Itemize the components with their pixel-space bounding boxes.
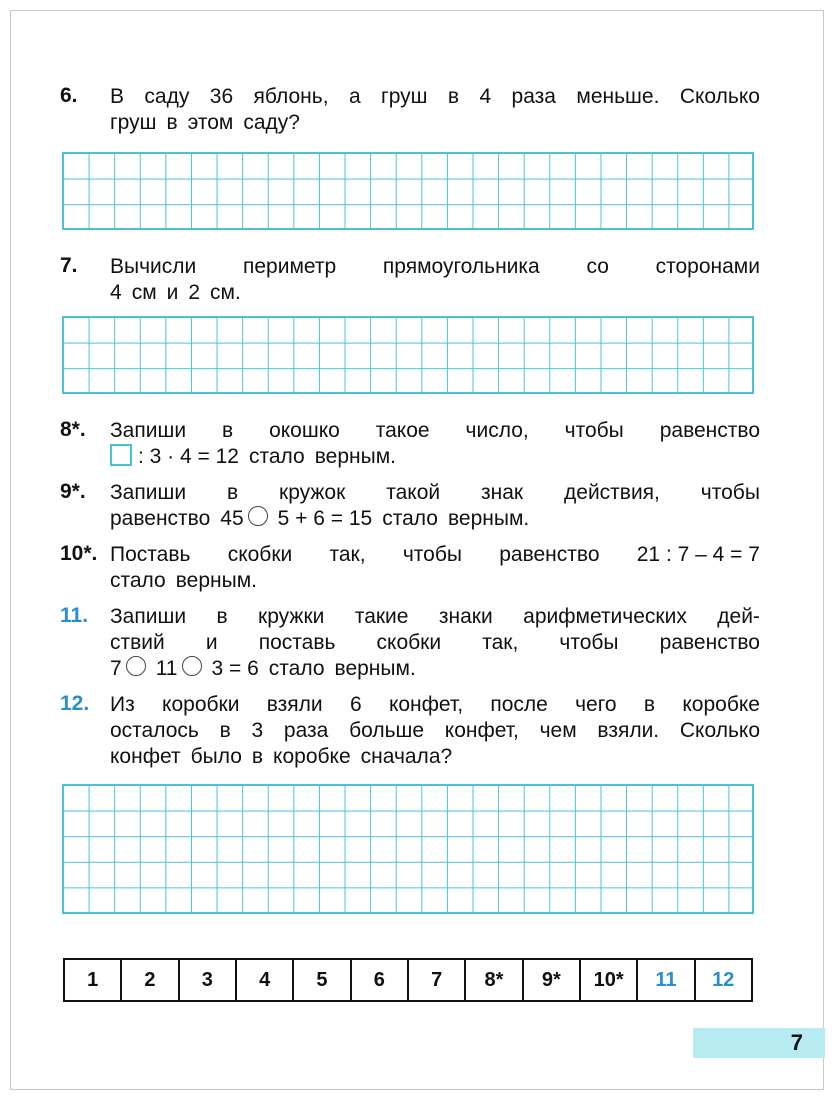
task-number: 12. [60,692,90,715]
word: равенство [659,631,760,654]
equation: 3 = 6 [211,657,259,680]
word: Запиши [110,481,187,504]
word: равенство [499,543,600,566]
word: в [221,419,234,442]
score-cell-9[interactable]: 9* [524,960,581,1000]
word: и [166,281,179,304]
word: 2 [188,281,201,304]
equation: 21 : 7 – 4 = 7 [636,543,760,566]
word: чего [575,693,617,716]
task-text-line [110,84,760,110]
word: верным. [175,569,257,592]
word: арифметических [523,605,687,628]
word: конфет [110,745,181,768]
word: чтобы [700,481,760,504]
word: меньше. [576,85,660,108]
word: груш [381,85,428,108]
word: чтобы [559,631,619,654]
word: а [348,85,361,108]
word: яблонь, [253,85,329,108]
word: скобки [227,543,293,566]
word: саду? [243,111,300,134]
word: так, [329,543,366,566]
operation-circle[interactable] [182,656,202,676]
task-number: 11. [60,604,89,627]
answer-window-box[interactable] [110,444,132,466]
word: кружки [258,605,325,628]
task-number: 7. [60,254,78,277]
word: Сколько [679,719,760,742]
word: см [131,281,157,304]
task-number: 10*. [60,542,98,565]
score-cell-12[interactable]: 12 [712,968,735,991]
word: такое [375,419,430,442]
word: чтобы [564,419,624,442]
word: больше [349,719,425,742]
word: осталось [110,719,199,742]
word: Запиши [110,605,187,628]
word: периметр [242,255,337,278]
word: так, [482,631,519,654]
word: 36 [209,85,234,108]
word: в [251,745,264,768]
word: в [226,481,239,504]
answer-grid-12[interactable] [62,784,754,914]
task-number: 9*. [60,480,86,503]
word: верным. [447,507,530,530]
word: равенство [659,419,760,442]
word: 3 [251,719,264,742]
score-cell-1[interactable]: 1 [65,960,122,1000]
word: коробке [682,693,760,716]
word: Вычисли [110,255,197,278]
operand: 7 [110,657,122,680]
word: чем [539,719,577,742]
word: ствий [110,631,165,654]
word: раза [511,85,556,108]
word: и [205,631,218,654]
word: см. [210,281,241,304]
word: коробке [273,745,351,768]
word: число, [465,419,529,442]
word: раза [283,719,329,742]
word: сначала? [360,745,453,768]
word: Запиши [110,419,187,442]
word: в [166,111,178,134]
word: дей- [717,605,760,628]
task-text-line [110,718,760,744]
word: коробки [162,693,240,716]
task-text-line [110,480,760,506]
word: саду [144,85,190,108]
page-number: 7 [790,1030,803,1055]
score-cell-6[interactable]: 6 [352,960,409,1000]
task-text-line [110,744,760,770]
word: груш [110,111,157,134]
word: Поставь [110,543,191,566]
score-cell-5[interactable]: 5 [294,960,351,1000]
word: в [216,605,228,628]
page-number-tab [693,1028,825,1058]
word: конфет, [444,719,519,742]
score-cell-3[interactable]: 3 [180,960,237,1000]
word: знак [481,481,524,504]
operation-circle[interactable] [248,506,268,526]
equation: : 3 · 4 = 12 [138,445,239,468]
word: этом [187,111,234,134]
word: 6 [349,693,362,716]
score-cell-4[interactable]: 4 [237,960,294,1000]
word: В [110,85,125,108]
word: после [490,693,548,716]
answer-grid-6[interactable] [62,152,754,230]
task-text-line [110,506,760,532]
word: было [190,745,242,768]
task-text-line [110,444,760,470]
task-text-line [110,254,760,280]
operand: 45 [220,507,244,530]
word: действия, [564,481,660,504]
word: сторонами [655,255,760,278]
word: Сколько [679,85,760,108]
task-text-line [110,418,760,444]
word: взяли [266,693,323,716]
word: стало [248,445,305,468]
word: 4 [110,281,122,304]
word: стало [382,507,438,530]
task-text-line [110,656,760,682]
answer-grid-7[interactable] [62,316,754,394]
word: верным. [334,657,416,680]
word: верным. [314,445,396,468]
word: в [447,85,460,108]
score-cell-7[interactable]: 7 [409,960,466,1000]
word: в [643,693,656,716]
word: в [219,719,231,742]
word: конфет, [388,693,464,716]
task-number: 8*. [60,418,86,441]
word: поставь [258,631,336,654]
word: 4 [479,85,492,108]
self-check-table [63,958,753,1002]
score-cell-10[interactable]: 10* [581,960,638,1000]
equation: 5 + 6 = 15 [277,507,373,530]
word: такой [386,481,441,504]
task-text-line [110,692,760,718]
operand: 11 [155,657,178,680]
operation-circle[interactable] [126,656,146,676]
word: стало [268,657,325,680]
word: Из [110,693,135,716]
word: взяли. [597,719,660,742]
word: стало [110,569,166,592]
task-text-line [110,110,760,136]
task-text-line [110,630,760,656]
word: такие [354,605,409,628]
word: скобки [376,631,442,654]
task-number: 6. [60,84,78,107]
score-cell-11[interactable]: 11 [638,960,695,1000]
word: равенство [110,507,211,530]
word: знаки [438,605,493,628]
score-cell-8[interactable]: 8* [466,960,523,1000]
score-cell-2[interactable]: 2 [122,960,179,1000]
task-text-line [110,604,760,630]
word: чтобы [402,543,462,566]
task-text-line [110,280,760,306]
word: со [586,255,609,278]
word: прямоугольника [382,255,540,278]
task-text-line [110,568,760,594]
task-text-line [110,542,760,568]
word: окошко [269,419,340,442]
word: кружок [279,481,346,504]
